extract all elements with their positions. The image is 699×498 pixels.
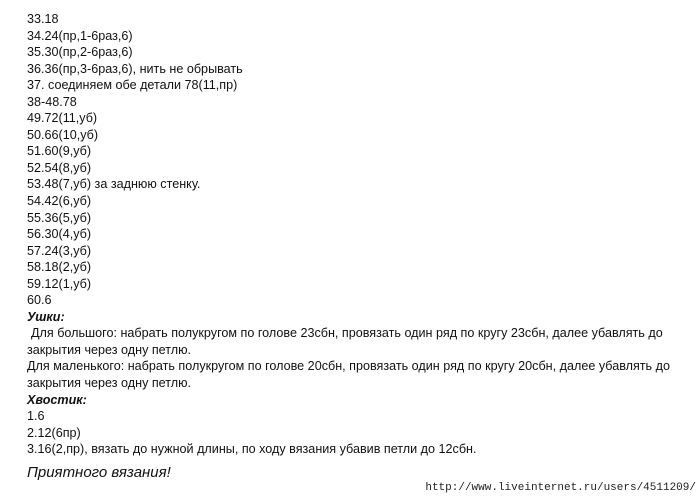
row-57: 57.24(3,уб): [27, 243, 92, 258]
tail-row-1: 1.6: [27, 409, 45, 424]
row-36: 36.36(пр,3-6раз,6), нить не обрывать: [27, 61, 243, 76]
ears-heading: Ушки:: [27, 309, 65, 324]
row-37: 37. соединяем обе детали 78(11,пр): [27, 78, 238, 93]
row-33: 33.18: [27, 12, 59, 26]
row-53: 53.48(7,уб) за заднюю стенку.: [27, 177, 201, 192]
ears-small-instruction-cont: закрытия через одну петлю.: [27, 376, 192, 391]
row-50: 50.66(10,уб): [27, 127, 99, 142]
tail-row-3: 3.16(2,пр), вязать до нужной длины, по ходу вязания убавив петли до 12сбн.: [27, 442, 477, 457]
row-49: 49.72(11,уб): [27, 111, 98, 126]
row-60: 60.6: [27, 293, 52, 308]
row-59: 59.12(1,уб): [27, 276, 92, 291]
ears-big-instruction-cont: закрытия через одну петлю.: [27, 342, 192, 357]
row-51: 51.60(9,уб): [27, 144, 92, 159]
row-54: 54.42(6,уб): [27, 194, 92, 209]
row-34: 34.24(пр,1-6раз,6): [27, 28, 133, 43]
tail-row-2: 2.12(6пр): [27, 425, 81, 440]
source-watermark: http://www.liveinternet.ru/users/4511209/: [425, 482, 696, 494]
row-55: 55.36(5,уб): [27, 210, 92, 225]
row-38-48: 38-48.78: [27, 94, 77, 109]
closing-wish: Приятного вязания!: [27, 464, 171, 481]
row-35: 35.30(пр,2-6раз,6): [27, 45, 133, 60]
tail-heading: Хвостик:: [27, 392, 87, 407]
row-56: 56.30(4,уб): [27, 227, 92, 242]
row-58: 58.18(2,уб): [27, 260, 92, 275]
ears-big-instruction: Для большого: набрать полукругом по голове 23сбн, провязать один ряд по кругу 23сбн, далее убавлять до: [31, 326, 663, 341]
pattern-text: [27, 11, 693, 458]
ears-small-instruction: Для маленького: набрать полукругом по голове 20сбн, провязать один ряд по кругу 20сбн, далее убавлять до: [27, 359, 670, 374]
row-52: 52.54(8,уб): [27, 160, 92, 175]
